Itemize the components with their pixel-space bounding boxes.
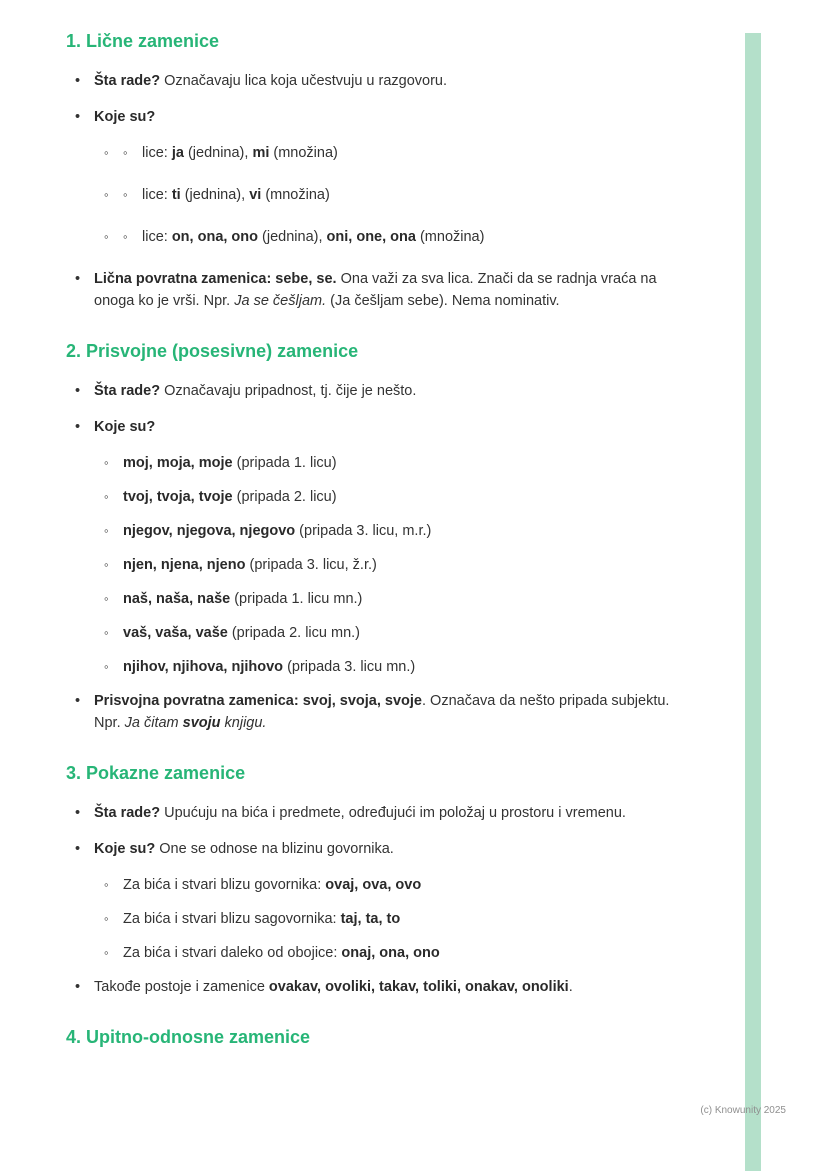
text-segment: (množina) [269,145,338,161]
disc-bullet-icon: • [75,109,81,125]
list-item [66,268,680,312]
list-item [66,70,680,92]
sub-list-item [66,622,680,644]
circle-bullet-icon: ◦ [123,229,128,244]
disc-bullet-icon: • [75,383,81,399]
text-segment: njihov, njihova, njihovo [123,659,284,675]
circle-bullet-icon: ◦ [104,557,109,572]
disc-bullet-icon: • [75,419,81,435]
circle-bullet-icon: ◦ [104,945,109,960]
text-segment: Takođe postoje i zamenice [94,979,269,995]
sub-list-item [66,520,680,542]
disc-bullet-icon: • [75,73,81,89]
text-segment: on, ona, ono [171,229,259,245]
item-text [142,184,680,206]
circle-bullet-icon: ◦ [104,659,109,674]
text-segment: Prisvojna povratna zamenica: svoj, svoja, svoje [94,693,422,709]
text-segment: njen, njena, njeno [123,557,246,573]
circle-bullet-icon: ◦ [123,145,128,160]
text-segment: Upućuju na bića i predmete, određujući im položaj u prostoru i vremenu. [160,805,626,821]
list-item [66,802,680,824]
disc-bullet-icon: • [75,271,81,287]
circle-bullet-icon: ◦ [104,877,109,892]
section-1 [66,30,680,312]
text-segment: . Označava da nešto pripada subjektu. Npr. [94,693,670,731]
text-segment: ovaj, ova, ovo [325,877,422,893]
item-text [94,690,680,734]
section-heading: 2. Prisvojne (posesivne) zamenice [66,341,359,361]
text-segment: (pripada 2. licu mn.) [227,625,360,641]
sub-list-item [66,226,680,248]
text-segment: lice: [142,145,172,161]
text-segment: Ja čitam [124,715,183,731]
text-segment: (pripada 3. licu, ž.r.) [245,557,377,573]
circle-bullet-icon: ◦ [104,591,109,606]
text-segment: vaš, vaša, vaše [123,625,228,641]
item-text [123,452,680,474]
sub-list-item [66,656,680,678]
text-segment: mi [252,145,270,161]
text-segment: moj, moja, moje [123,455,233,471]
text-segment: Za bića i stvari daleko od obojice: [123,945,342,961]
text-segment: onaj, ona, ono [341,945,440,961]
item-text [142,226,680,248]
text-segment: . [568,979,573,995]
text-segment: lice: [142,187,172,203]
item-text [123,656,680,678]
item-text [123,942,680,964]
section-2 [66,326,680,734]
text-segment: Označavaju lica koja učestvuju u razgovoru. [160,73,448,89]
item-text [123,622,680,644]
disc-bullet-icon: • [75,805,81,821]
item-text [94,838,680,860]
text-segment: ja [171,145,184,161]
sub-list-item [66,486,680,508]
text-segment: (množina) [261,187,330,203]
item-text [94,976,680,998]
section-heading: 4. Upitno-odnosne zamenice [66,1027,311,1047]
text-segment: Šta rade? [94,805,161,821]
sub-list-item [66,452,680,474]
text-segment: Koje su? [94,109,156,125]
circle-bullet-icon: ◦ [104,489,109,504]
sub-list-item [66,554,680,576]
text-segment: tvoj, tvoja, tvoje [123,489,233,505]
text-segment: oni, one, ona [326,229,416,245]
sub-list-item [66,588,680,610]
item-text [94,802,680,824]
circle-bullet-icon: ◦ [104,145,109,160]
item-text [123,874,680,896]
disc-bullet-icon: • [75,693,81,709]
text-segment: svoju [182,715,221,731]
circle-bullet-icon: ◦ [104,523,109,538]
sub-list-item [66,874,680,896]
text-segment: Za bića i stvari blizu sagovornika: [123,911,341,927]
text-segment: Ona važi za sva lica. Znači da se radnja vraća na onoga ko je vrši. Npr. [94,271,657,309]
item-text [142,142,680,164]
text-segment: (pripada 1. licu mn.) [230,591,363,607]
section-3 [66,748,680,998]
section-heading: 1. Lične zamenice [66,31,220,51]
text-segment: (Ja češljam sebe). Nema nominativ. [326,293,560,309]
text-segment: (jednina), [183,145,253,161]
page-accent-bar [745,33,761,1171]
circle-bullet-icon: ◦ [104,187,109,202]
text-segment: (množina) [415,229,485,245]
text-segment: ovakav, ovoliki, takav, toliki, onakav, onoliki [268,979,569,995]
item-text [123,486,680,508]
disc-bullet-icon: • [75,841,81,857]
item-text [123,588,680,610]
sub-list-item [66,908,680,930]
text-segment: Šta rade? [94,73,161,89]
sub-list-item [66,184,680,206]
text-segment: Ja se češljam. [234,293,327,309]
text-segment: Šta rade? [94,383,161,399]
circle-bullet-icon: ◦ [104,455,109,470]
item-text [123,554,680,576]
text-segment: Lična povratna zamenica: sebe, se. [94,271,337,287]
text-segment: (pripada 3. licu, m.r.) [295,523,432,539]
section-heading: 3. Pokazne zamenice [66,763,246,783]
text-segment: (jednina), [180,187,250,203]
list-item [66,838,680,860]
list-item [66,416,680,438]
section-4 [66,1012,680,1048]
text-segment: Za bića i stvari blizu govornika: [123,877,326,893]
list-item [66,106,680,128]
item-text [94,70,680,92]
item-text [123,520,680,542]
text-segment: (pripada 1. licu) [232,455,337,471]
text-segment: njegov, njegova, njegovo [123,523,296,539]
text-segment: Označavaju pripadnost, tj. čije je nešto. [160,383,417,399]
document-content [66,30,680,1066]
item-text [94,416,680,438]
text-segment: (pripada 2. licu) [232,489,337,505]
list-item [66,976,680,998]
item-text [123,908,680,930]
list-item [66,380,680,402]
text-segment: (pripada 3. licu mn.) [283,659,416,675]
sub-list-item [66,942,680,964]
circle-bullet-icon: ◦ [123,187,128,202]
circle-bullet-icon: ◦ [104,625,109,640]
item-text [94,268,680,312]
list-item [66,690,680,734]
sub-list-item [66,142,680,164]
text-segment: taj, ta, to [340,911,401,927]
text-segment: lice: [142,229,172,245]
item-text [94,380,680,402]
text-segment: naš, naša, naše [123,591,231,607]
circle-bullet-icon: ◦ [104,229,109,244]
text-segment: Koje su? [94,419,156,435]
disc-bullet-icon: • [75,979,81,995]
text-segment: ti [171,187,181,203]
circle-bullet-icon: ◦ [104,911,109,926]
text-segment: (jednina), [258,229,327,245]
text-segment: One se odnose na blizinu govornika. [155,841,394,857]
text-segment: knjigu. [220,715,267,731]
text-segment: Koje su? [94,841,156,857]
copyright-footer: (c) Knowunity 2025 [700,1105,786,1116]
text-segment: vi [249,187,262,203]
item-text [94,106,680,128]
